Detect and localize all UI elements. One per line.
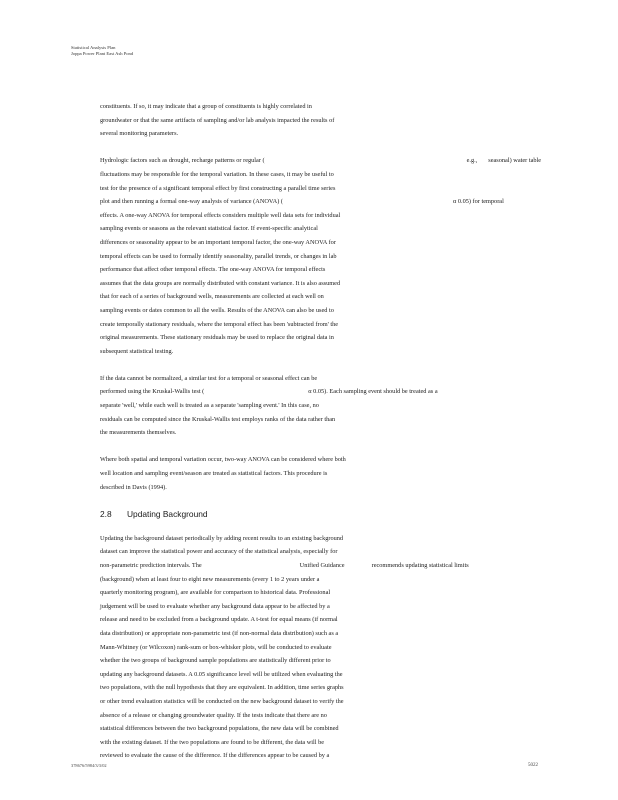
text-line: temporal effects can be used to formally identify seasonality, parallel trends, or changes in lab [100, 252, 337, 260]
section-heading [100, 508, 495, 524]
text-line: whether the two groups of background sample populations are statistically different prior to [100, 657, 331, 665]
text-line: groundwater or that the same artifacts of sampling and/or lab analysis impacted the results of [100, 116, 335, 124]
text-fragment: plot and then running a formal one-way analysis of variance (ANOVA) ( [100, 198, 283, 206]
header-line-2: Joppa Power Plant East Ash Pond [71, 51, 134, 56]
text-line: absence of a release or changing groundwater quality. If the tests indicate that there are no [100, 711, 327, 719]
text-line [100, 154, 542, 168]
text-line: create temporally stationary residuals, where the temporal effect has been 'subtracted from' the [100, 320, 339, 328]
text-line: statistical differences between the two background populations, the new data will be combined [100, 725, 339, 733]
text-line: effects. A one-way ANOVA for temporal effects considers multiple well data sets for individual [100, 211, 341, 219]
text-line: If the data cannot be normalized, a similar test for a temporal or seasonal effect can be [100, 374, 318, 382]
text-line [100, 385, 495, 399]
text-fragment: non-parametric prediction intervals. The [100, 562, 202, 569]
header-line-1: Statistical Analysis Plan [71, 45, 116, 50]
text-line: well location and sampling event/season are treated as statistical factors. This procedure is [100, 470, 328, 478]
text-line: differences or seasonality appear to be an important temporal factor, the one-way ANOVA for [100, 238, 336, 246]
text-line: two populations, with the null hypothesis that they are equivalent. In addition, time series graphs [100, 684, 344, 692]
paragraph-2 [100, 154, 542, 358]
text-line: quarterly monitoring program), are available for comparison to historical data. Professional [100, 589, 331, 597]
text-line: or other trend evaluation statistics will be conducted on the new background dataset to verify the [100, 697, 344, 705]
text-line: dataset can improve the statistical power and accuracy of the statistical analysis, especially for [100, 548, 338, 556]
text-line: that for each of a series of background wells, measurements are collected at each well on [100, 293, 324, 301]
text-line: several monitoring parameters. [100, 130, 179, 138]
text-line [100, 559, 495, 573]
text-line: data distribution) or appropriate non-parametric test (if non-normal data distribution) such as a [100, 629, 339, 637]
text-line: original measurements. These stationary residuals may be used to replace the original data in [100, 334, 334, 342]
text-fragment: recommends updating statistical limits [371, 562, 469, 569]
text-line: subsequent statistical testing. [100, 347, 174, 355]
text-line: sampling events or seasons as the relevant statistical factor. If event-specific analytical [100, 225, 318, 233]
text-line: release and need to be excluded from a background update. A t-test for equal means (if normal [100, 616, 338, 624]
text-line: separate 'well,' while each well is treated as a separate 'sampling event.' In this case, no [100, 402, 319, 410]
text-line: Where both spatial and temporal variation occur, two-way ANOVA can be considered where both [100, 456, 346, 464]
text-line: fluctuations may be responsible for the temporal variation. In these cases, it may be useful to [100, 170, 334, 178]
text-line: Mann-Whitney (or Wilcoxon) rank-sum or box-whisker plots, will be conducted to evaluate [100, 643, 332, 651]
text-line: constituents. If so, it may indicate that a group of constituents is highly correlated in [100, 103, 312, 110]
text-line: assumes that the data groups are normally distributed with constant variance. It is also assumed [100, 279, 341, 287]
text-line: residuals can be computed since the Kruskal-Wallis test employs ranks of the data rather than [100, 415, 336, 423]
text-fragment: performed using the Kruskal-Wallis test ( [100, 388, 205, 396]
text-line: (background) when at least four to eight new measurements (every 1 to 2 years under a [100, 575, 320, 583]
eg-text: e.g., [466, 157, 478, 165]
section-number: 2.8 [100, 508, 112, 519]
paragraph-5 [100, 532, 495, 763]
text-fragment: seasonal) water table [488, 157, 542, 165]
text-line: described in Davis (1994). [100, 483, 167, 491]
alpha-text: α 0.05). Each sampling event should be treated as a [308, 388, 438, 396]
footer-document-id: 378676/5984/3/3/02 [71, 763, 107, 768]
section-title: Updating Background [127, 508, 208, 519]
paragraph-1 [100, 100, 495, 141]
paragraph-4 [100, 453, 495, 494]
text-line: test for the presence of a significant temporal effect by first constructing a parallel time series [100, 184, 336, 192]
unified-guidance-text: Unified Guidance [299, 562, 345, 569]
text-line: the measurements themselves. [100, 429, 177, 437]
paragraph-3 [100, 372, 495, 440]
alpha-text: α 0.05) for temporal [452, 198, 504, 206]
text-line: performance that affect other temporal effects. The one-way ANOVA for temporal effects [100, 266, 326, 274]
text-line: sampling events or dates common to all the wells. Results of the ANOVA can also be used to [100, 306, 334, 314]
text-line: Updating the background dataset periodically by adding recent results to an existing background [100, 534, 344, 542]
text-fragment: Hydrologic factors such as drought, recharge patterns or regular ( [100, 157, 265, 165]
running-header [71, 45, 133, 57]
footer-page-number: 5022 [528, 763, 538, 768]
text-line: reviewed to evaluate the cause of the difference. If the differences appear to be caused by a [100, 752, 330, 760]
text-line: with the existing dataset. If the two populations are found to be different, the data will be [100, 738, 325, 746]
text-line: judgement will be used to evaluate whether any background data appear to be affected by a [100, 602, 330, 610]
text-line: updating any background datasets. A 0.05 significance level will be utilized when evaluating the [100, 670, 343, 678]
text-line [100, 195, 504, 209]
